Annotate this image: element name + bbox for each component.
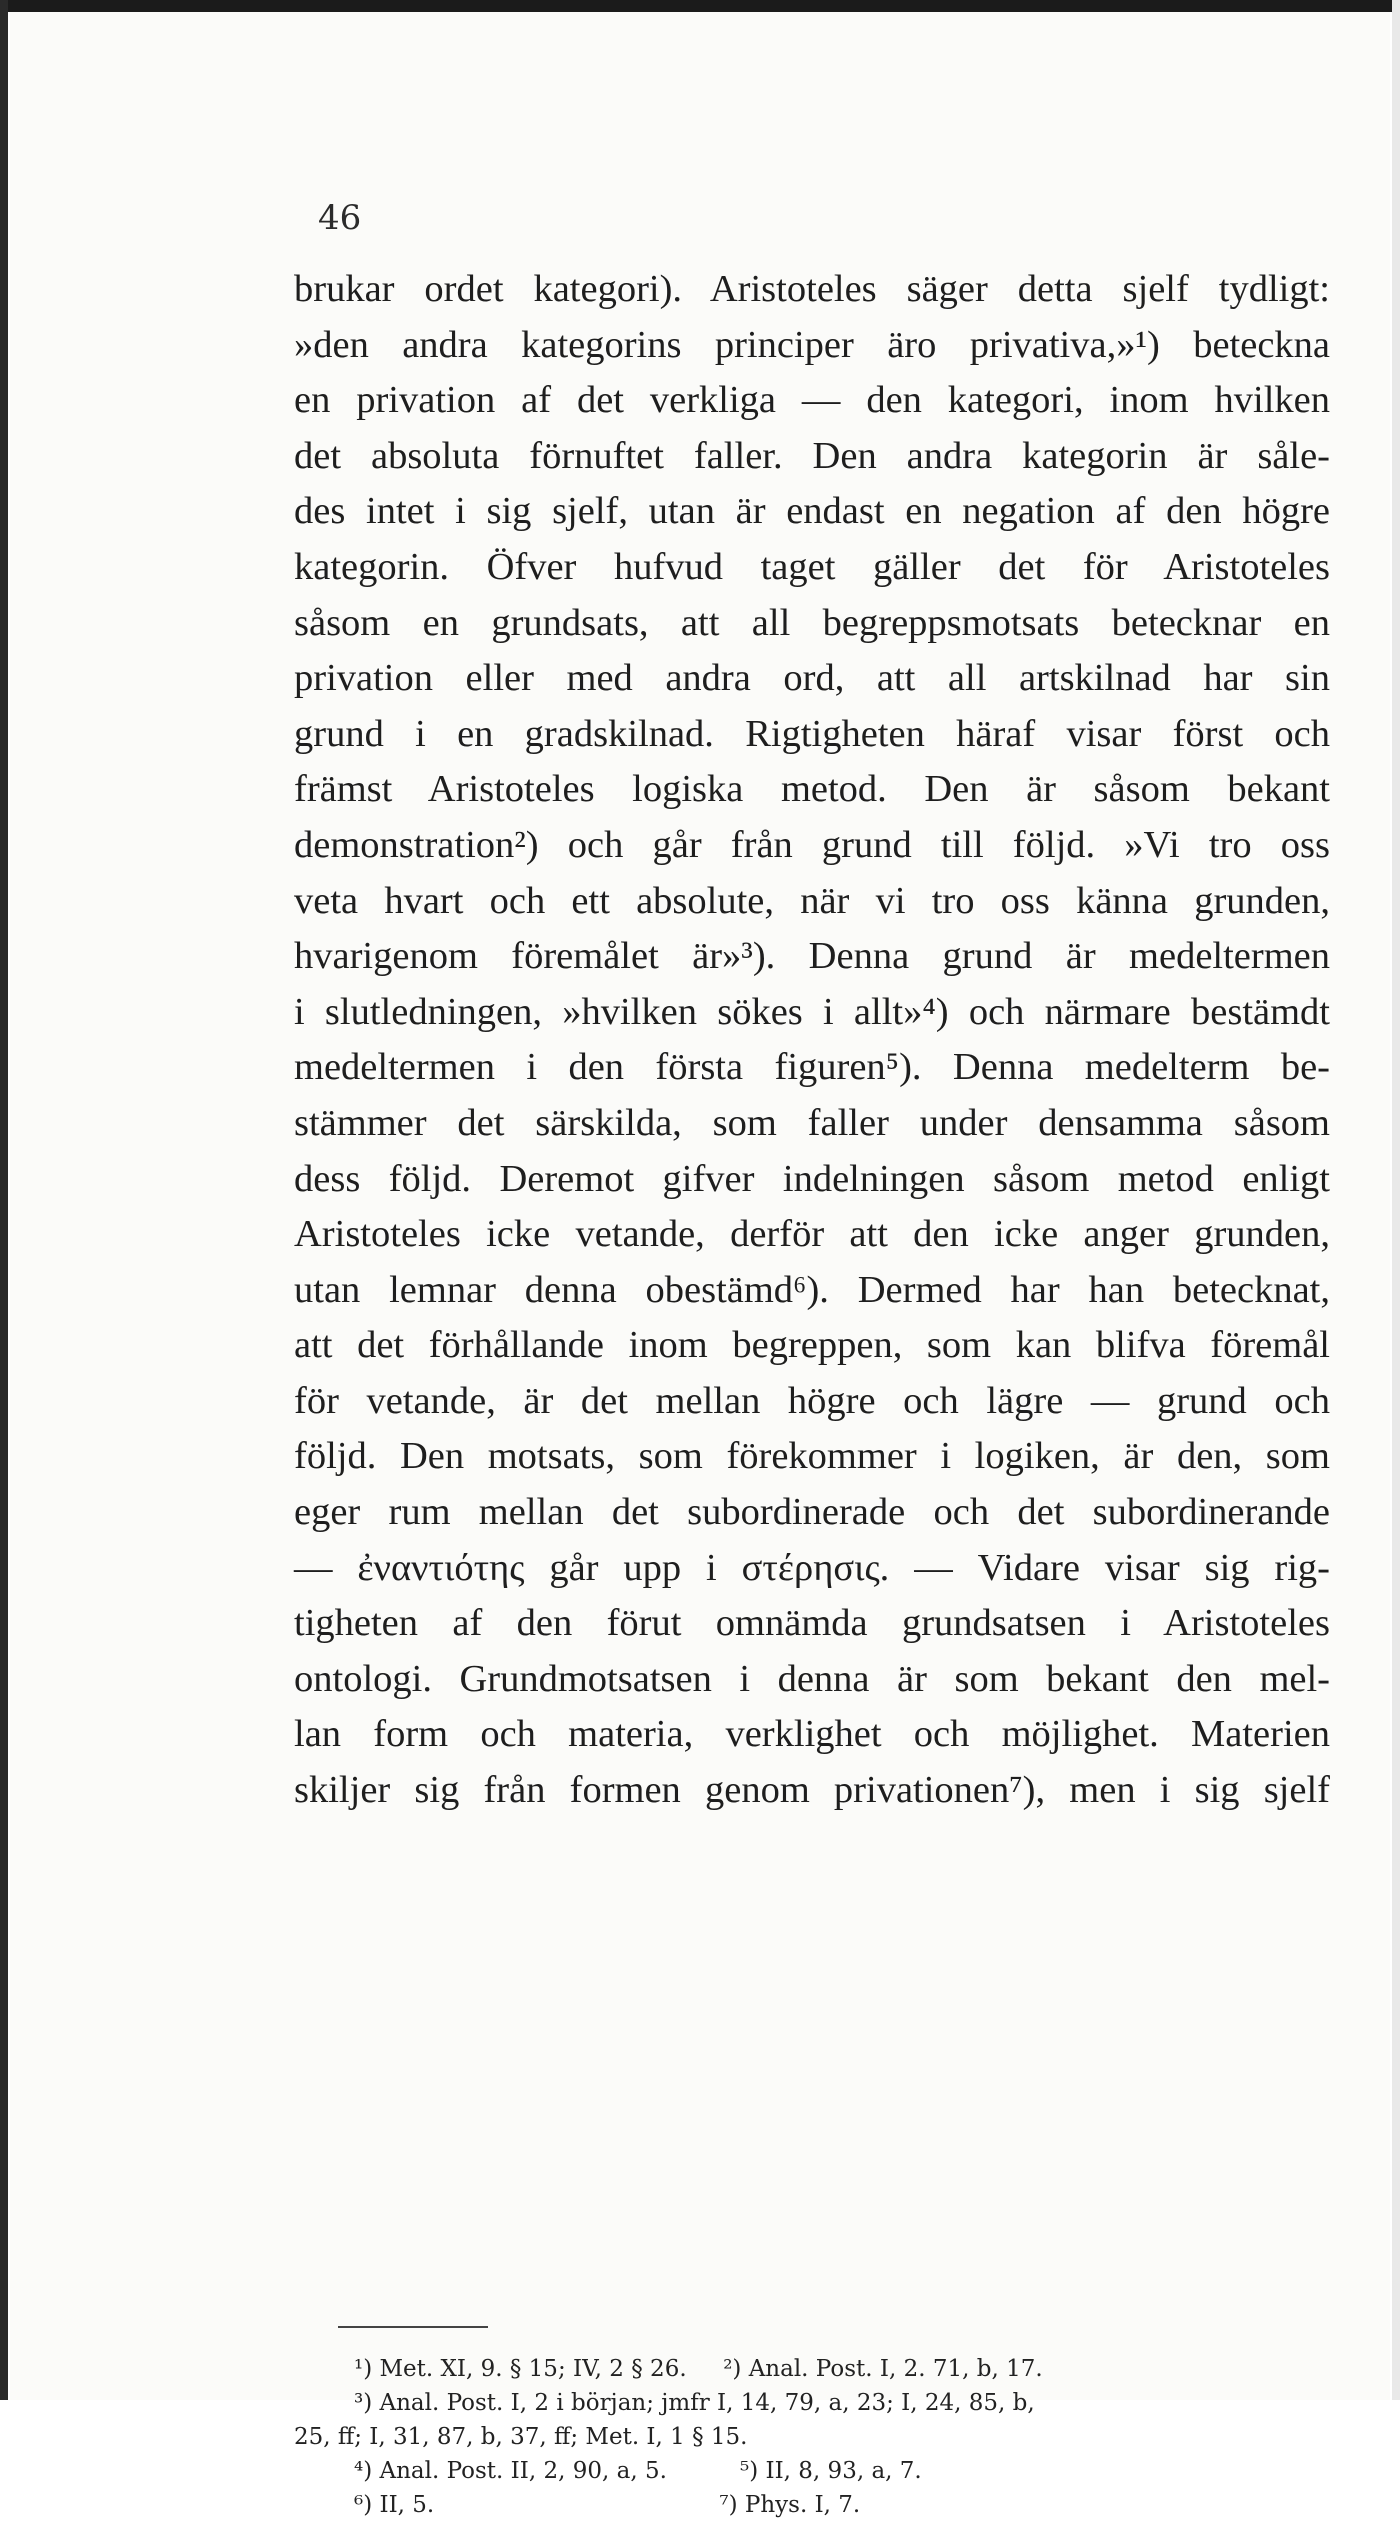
text-line: tigheten af den förut omnämda grundsatsen i Aristoteles <box>294 1602 1330 1645</box>
footnote-line: ¹) Met. XI, 9. § 15; IV, 2 § 26. ²) Anal. Post. I, 2. 71, b, 17. <box>354 2356 1043 2382</box>
scan-border-right <box>1392 0 1400 2400</box>
footnotes <box>294 2352 1330 2522</box>
text-line: skiljer sig från formen genom privationen⁷), men i sig sjelf <box>294 1769 1330 1812</box>
footnote-divider <box>338 2326 488 2328</box>
text-line: lan form och materia, verklighet och möjlighet. Materien <box>294 1713 1330 1756</box>
text-line: kategorin. Öfver hufvud taget gäller det för Aristoteles <box>294 545 1330 588</box>
text-line: såsom en grundsats, att all begreppsmotsats betecknar en <box>294 601 1330 644</box>
text-line: des intet i sig sjelf, utan är endast en negation af den högre <box>294 490 1330 533</box>
text-line: »den andra kategorins principer äro privativa,»¹) beteckna <box>294 323 1330 366</box>
text-line: hvarigenom föremålet är»³). Denna grund är medeltermen <box>294 935 1330 978</box>
text-line: Aristoteles icke vetande, derför att den icke anger grunden, <box>294 1213 1330 1256</box>
text-line: det absoluta förnuftet faller. Den andra kategorin är såle- <box>294 434 1330 477</box>
body-text <box>294 262 1330 1819</box>
text-line: medeltermen i den första figuren⁵). Denna medelterm be- <box>294 1046 1330 1089</box>
text-line: att det förhållande inom begreppen, som kan blifva föremål <box>294 1324 1330 1367</box>
text-line: en privation af det verkliga — den kategori, inom hvilken <box>294 379 1330 422</box>
text-line: veta hvart och ett absolute, när vi tro oss känna grunden, <box>294 879 1330 922</box>
footnote-line: ⁴) Anal. Post. II, 2, 90, a, 5. ⁵) II, 8, 93, a, 7. <box>354 2458 922 2484</box>
text-line: främst Aristoteles logiska metod. Den är såsom bekant <box>294 768 1330 811</box>
text-line: dess följd. Deremot gifver indelningen såsom metod enligt <box>294 1157 1330 1200</box>
text-line: brukar ordet kategori). Aristoteles säger detta sjelf tydligt: <box>294 268 1330 310</box>
scan-border-top <box>0 0 1400 12</box>
scan-border-left <box>0 0 8 2400</box>
text-line: stämmer det särskilda, som faller under densamma såsom <box>294 1101 1330 1144</box>
page-number: 46 <box>318 198 362 238</box>
text-line: för vetande, är det mellan högre och lägre — grund och <box>294 1379 1330 1422</box>
text-line: eger rum mellan det subordinerade och det subordinerande <box>294 1491 1330 1534</box>
text-line: — ἐναντιότης går upp i στέρησις. — Vidare visar sig rig- <box>294 1546 1330 1589</box>
text-line: privation eller med andra ord, att all artskilnad har sin <box>294 657 1330 700</box>
footnote-line: 25, ff; I, 31, 87, b, 37, ff; Met. I, 1 § 15. <box>294 2424 748 2450</box>
text-line: utan lemnar denna obestämd⁶). Dermed har han betecknat, <box>294 1268 1330 1311</box>
text-line: demonstration²) och går från grund till följd. »Vi tro oss <box>294 823 1330 866</box>
text-line: ontologi. Grundmotsatsen i denna är som bekant den mel- <box>294 1657 1330 1700</box>
text-line: grund i en gradskilnad. Rigtigheten häraf visar först och <box>294 712 1330 755</box>
footnote-line: ³) Anal. Post. I, 2 i början; jmfr I, 14, 79, a, 23; I, 24, 85, b, <box>354 2390 1035 2416</box>
footnote-line: ⁶) II, 5. ⁷) Phys. I, 7. <box>354 2492 861 2518</box>
text-line: följd. Den motsats, som förekommer i logiken, är den, som <box>294 1435 1330 1478</box>
text-line: i slutledningen, »hvilken sökes i allt»⁴) och närmare bestämdt <box>294 990 1330 1033</box>
